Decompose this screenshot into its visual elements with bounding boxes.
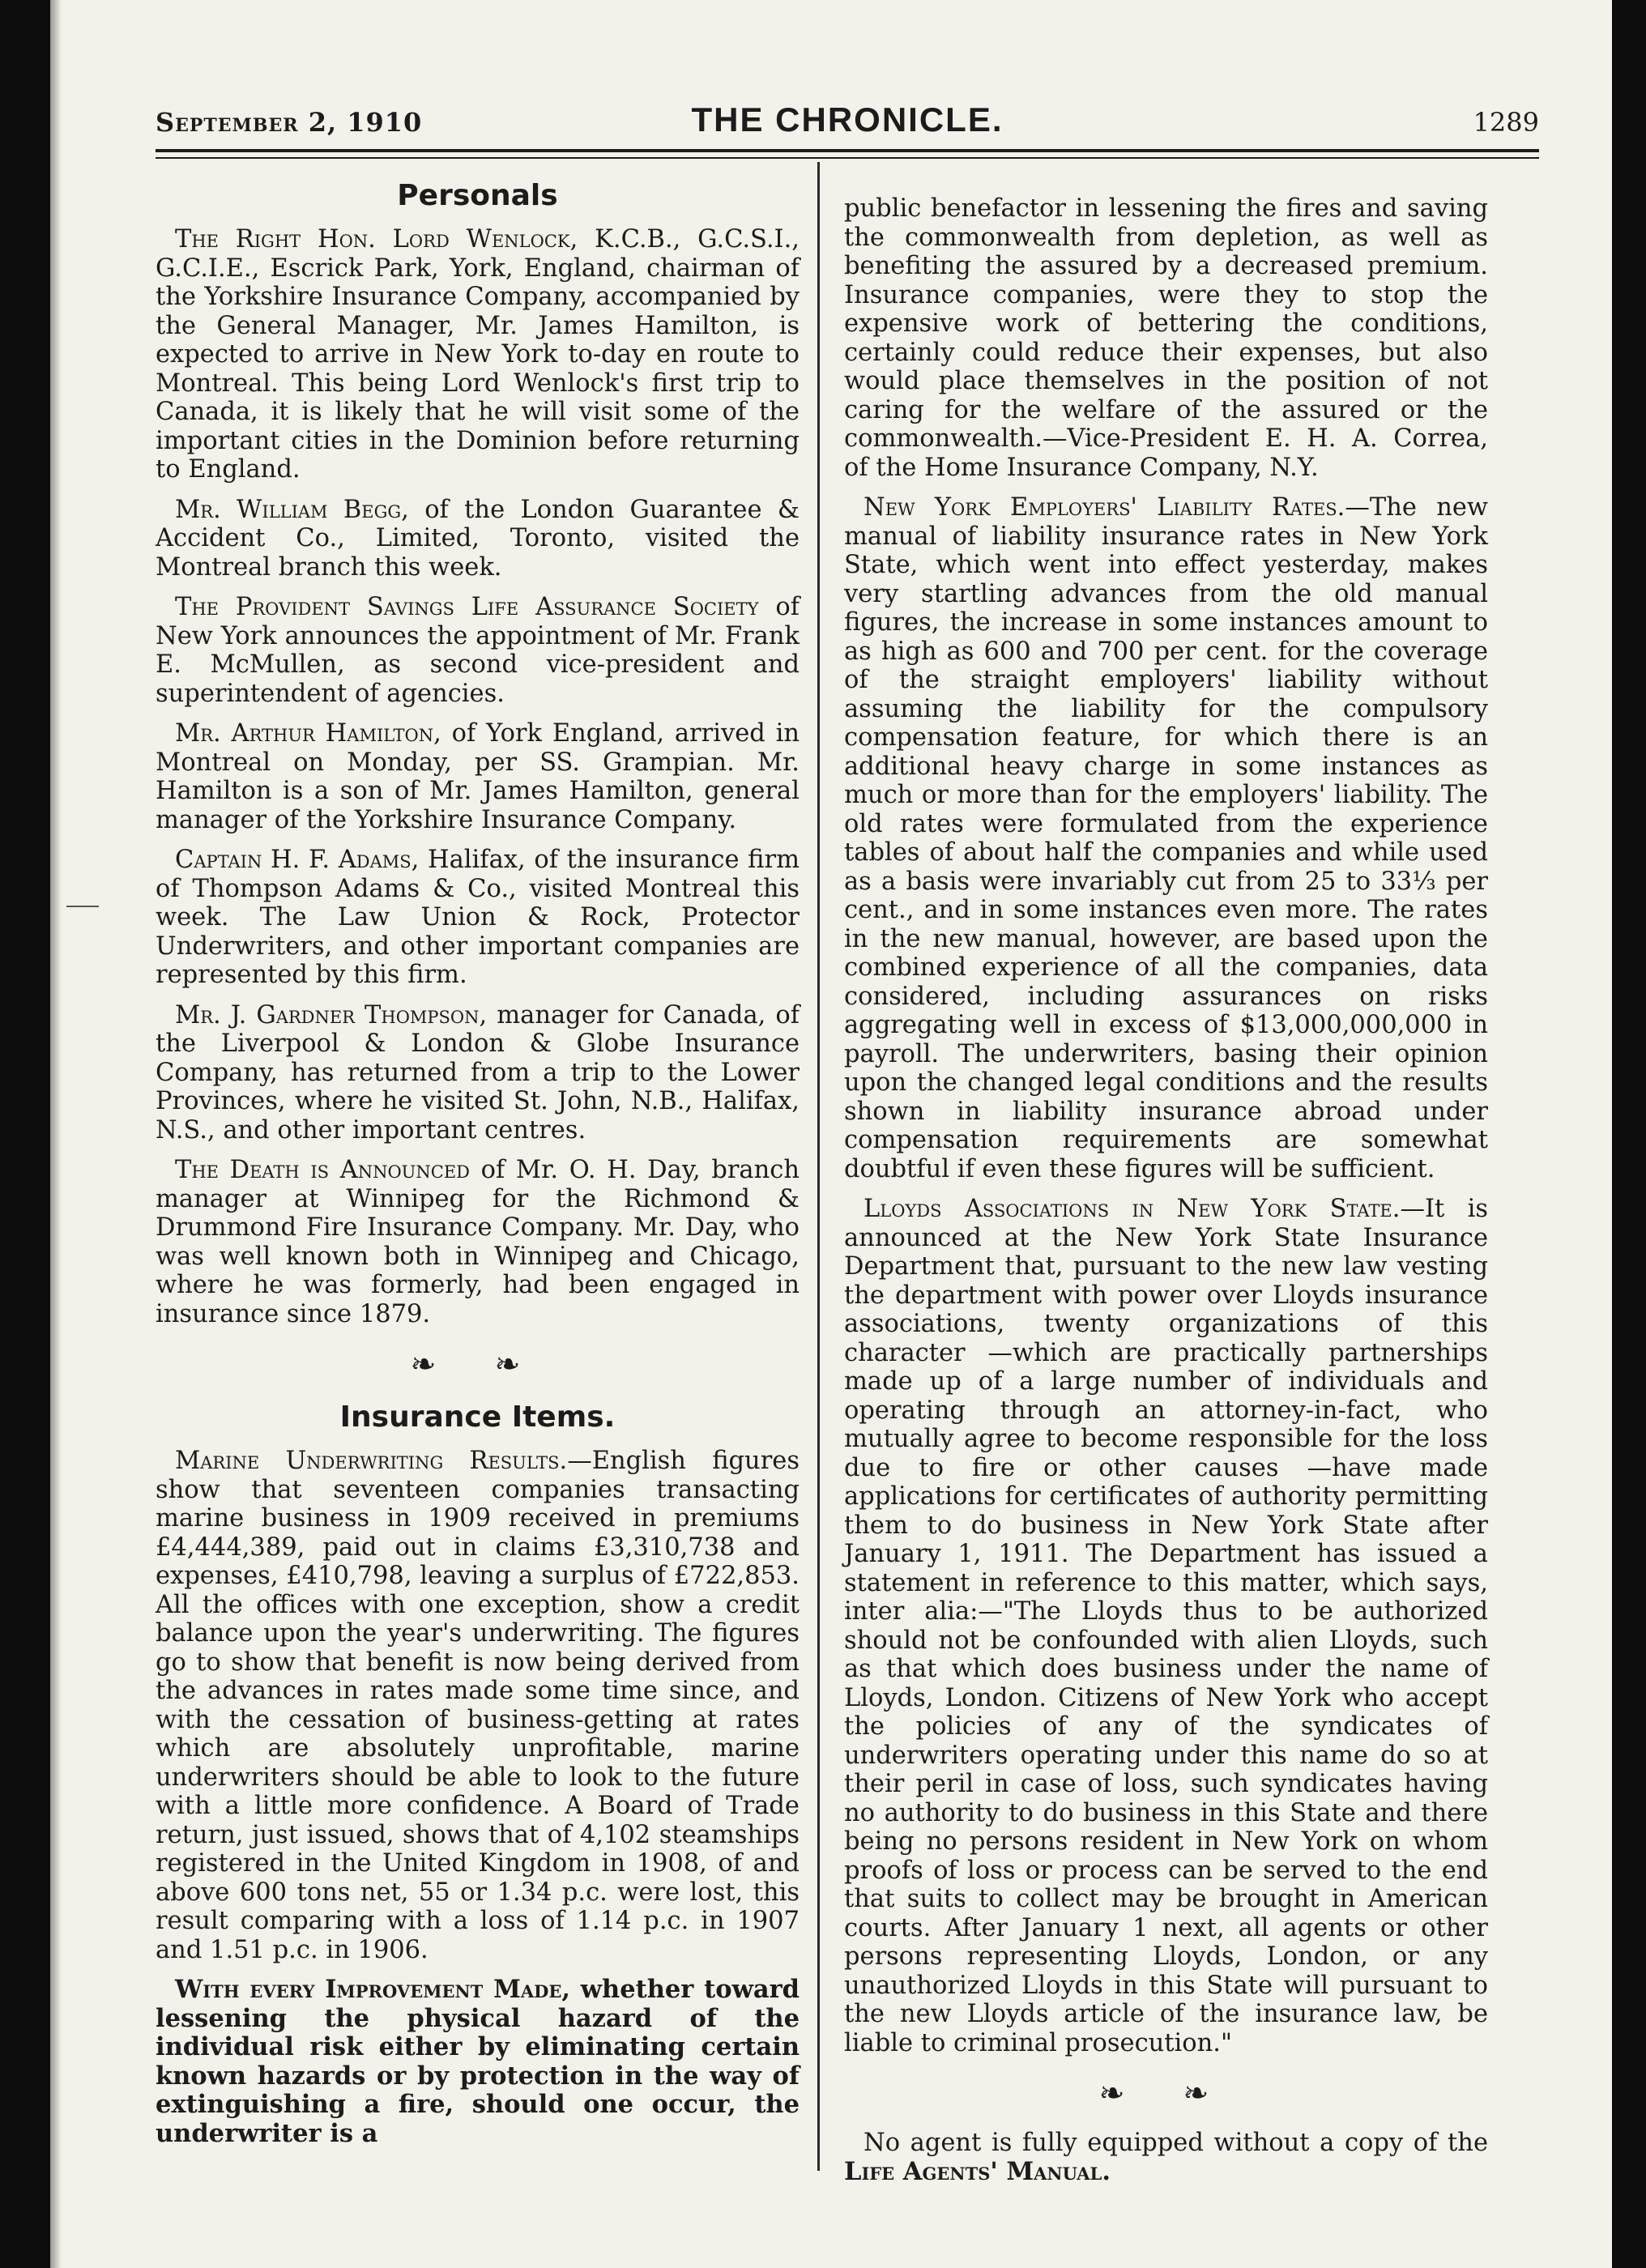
margin-mark — [66, 906, 99, 907]
item-text: whether toward lessening the physical hazard of the individual risk either by eliminating certain known hazards or by protection in the way of extinguishing a fire, should one occur, the underwriter is a — [156, 1975, 800, 2148]
item-lead: The Right Hon. Lord Wenlock, K.C.B., — [175, 225, 681, 254]
personal-item — [156, 1156, 800, 1328]
personal-item — [156, 719, 800, 834]
right-column — [844, 194, 1488, 2198]
item-lead: Lloyds Associations in New York State. — [864, 1195, 1401, 1223]
personal-item — [156, 1001, 800, 1145]
scan-edge — [50, 0, 62, 2268]
footer-note — [844, 2129, 1488, 2186]
item-text: —It is announced at the New York State Insurance Department that, pursuant to the new law vesting the department with power over Lloyds insurance associations, twenty organizations of this character —which are practically partnerships made up of a large number of individuals and operating through an attorney-in-fact, who mutually agree to become responsible for the loss due to fire or other causes —have made applications for certificates of authority permitting them to do business in New York State after January 1, 1911. The Department has issued a statement in reference to this matter, which says, inter alia:—"The Lloyds thus to be authorized should not be confounded with alien Lloyds, such as that which does business under the name of Lloyds, London. Citizens of New York who accept the policies of any of the syndicates of underwriters operating under this name do so at their peril in case of loss, such syndicates having no authority to do business in this State and there being no persons resident in New York on whom proofs of loss or process can be served to the end that suits to collect may be brought in American courts. After January 1 next, all agents or other persons representing Lloyds, London, or any unauthorized Lloyds in this State will pursuant to the new Lloyds article of the insurance law, be liable to criminal prosecution." — [844, 1195, 1488, 2057]
item-text: —English figures show that seventeen companies transacting marine business in 1909 received in premiums £4,444,389, paid out in claims £3,310,738 and expenses, £410,798, leaving a surplus of £722,853. All the offices with one exception, show a credit balance upon the year's underwriting. The figures go to show that benefit is now being derived from the advances in rates made some time since, and with the cessation of business-getting at rates which are absolutely unprofitable, marine underwriters should be able to look to the future with a little more confidence. A Board of Trade return, just issued, shows that of 4,102 steamships registered in the United Kingdom in 1908, of and above 600 tons net, 55 or 1.34 p.c. were lost, this result comparing with a loss of 1.14 p.c. in 1907 and 1.51 p.c. in 1906. — [156, 1447, 800, 1964]
item-lead: New York Employers' Liability Rates. — [864, 493, 1345, 522]
item-text: Halifax, of the insurance firm of Thompson Adams & Co., visited Montreal this week. The Law Union & Rock, Protector Underwriters, and other important companies are represented by this firm. — [156, 846, 800, 989]
item-lead: The Death is Announced — [175, 1156, 470, 1184]
personals-heading: Personals — [397, 179, 558, 212]
item-lead: Marine Underwriting Results. — [175, 1447, 568, 1475]
newspaper-page — [50, 0, 1612, 2268]
item-text: of New York announces the appointment of Mr. Frank E. McMullen, as second vice-president and superintendent of agencies. — [156, 593, 800, 708]
item-lead: Mr. Arthur Hamilton, — [175, 719, 441, 748]
item-lead: Captain H. F. Adams, — [175, 846, 420, 874]
personal-item — [156, 593, 800, 708]
section-ornament: ❧ ❧ — [1098, 2075, 1234, 2111]
insurance-item — [156, 1447, 800, 1964]
item-text: of the London Guarantee & Accident Co., Limited, Toronto, visited the Montreal branch this week. — [156, 495, 800, 582]
page-header — [156, 96, 1539, 144]
insurance-item — [844, 493, 1488, 1183]
publication-title: THE CHRONICLE. — [691, 100, 1004, 139]
section-ornament: ❧ ❧ — [410, 1346, 545, 1382]
item-lead: The Provident Savings Life Assurance Society — [175, 593, 759, 621]
personal-item — [156, 846, 800, 990]
item-lead: Mr. J. Gardner Thompson, — [175, 1000, 488, 1030]
item-lead: With every Improvement Made, — [175, 1975, 570, 2004]
item-text: manager for Canada, of the Liverpool & London & Globe Insurance Company, has returned from a trip to the Lower Provinces, where he visited St. John, N.B., Halifax, N.S., and other important centres. — [156, 1000, 800, 1145]
personal-item — [156, 496, 800, 582]
item-text: —The new manual of liability insurance rates in New York State, which went into effect yesterday, makes very startling advances from the old manual figures, the increase in some instances amount to as high as 600 and 700 per cent. for the coverage of the straight employers' liability without assuming the liability for the compulsory compensation feature, for which there is an additional heavy charge in some instances as much or more than for the employers' liability. The old rates were formulated from the experience tables of about half the companies and while used as a basis were invariably cut from 25 to 33⅓ per cent., and in some instances even more. The rates in the new manual, however, are based upon the combined experience of all the companies, data considered, including assurances on risks aggregating well in excess of $13,000,000,000 in payroll. The underwriters, basing their opinion upon the changed legal conditions and the results shown in liability insurance abroad under compensation requirements are somewhat doubtful if even these figures will be sufficient. — [844, 493, 1488, 1183]
item-text: G.C.S.I., G.C.I.E., Escrick Park, York, England, chairman of the Yorkshire Insurance Company, accompanied by the General Manager, Mr. James Hamilton, is expected to arrive in New York to-day en route to Montreal. This being Lord Wenlock's first trip to Canada, it is likely that he will visit some of the important cities in the Dominion before returning to England. — [156, 225, 800, 484]
footer-note-text: No agent is fully equipped without a copy of the — [864, 2129, 1488, 2157]
item-text: of Mr. O. H. Day, branch manager at Winnipeg for the Richmond & Drummond Fire Insurance Company. Mr. Day, who was well known both in Winnipeg and Chicago, where he was formerly, had been engaged in insurance since 1879. — [156, 1156, 800, 1328]
personal-item — [156, 225, 800, 484]
issue-date: September 2, 1910 — [156, 107, 423, 138]
left-column — [156, 178, 800, 2159]
insurance-item — [844, 1195, 1488, 2057]
insurance-items-heading: Insurance Items. — [339, 1400, 616, 1434]
continuation-paragraph: public benefactor in lessening the fires and saving the commonwealth from depletion, as well as benefiting the assured by a decreased premium. Insurance companies, were they to stop the expensive work of bettering the conditions, certainly could reduce their expenses, but also would place themselves in the position of not caring for the welfare of the assured or the commonwealth.—Vice-President E. H. A. Correa, of the Home Insurance Company, N.Y. — [844, 194, 1488, 482]
column-divider — [817, 162, 820, 2171]
header-rule-thin — [156, 157, 1539, 159]
page-number: 1289 — [1473, 107, 1539, 138]
insurance-item — [156, 1976, 800, 2148]
item-text: of York England, arrived in Montreal on Monday, per SS. Grampian. Mr. Hamilton is a son of Mr. James Hamilton, general manager of the Yorkshire Insurance Company. — [156, 719, 800, 834]
header-rule-thick — [156, 149, 1539, 152]
item-lead: Mr. William Begg, — [175, 495, 409, 524]
footer-note-manual: Life Agents' Manual. — [844, 2156, 1111, 2186]
